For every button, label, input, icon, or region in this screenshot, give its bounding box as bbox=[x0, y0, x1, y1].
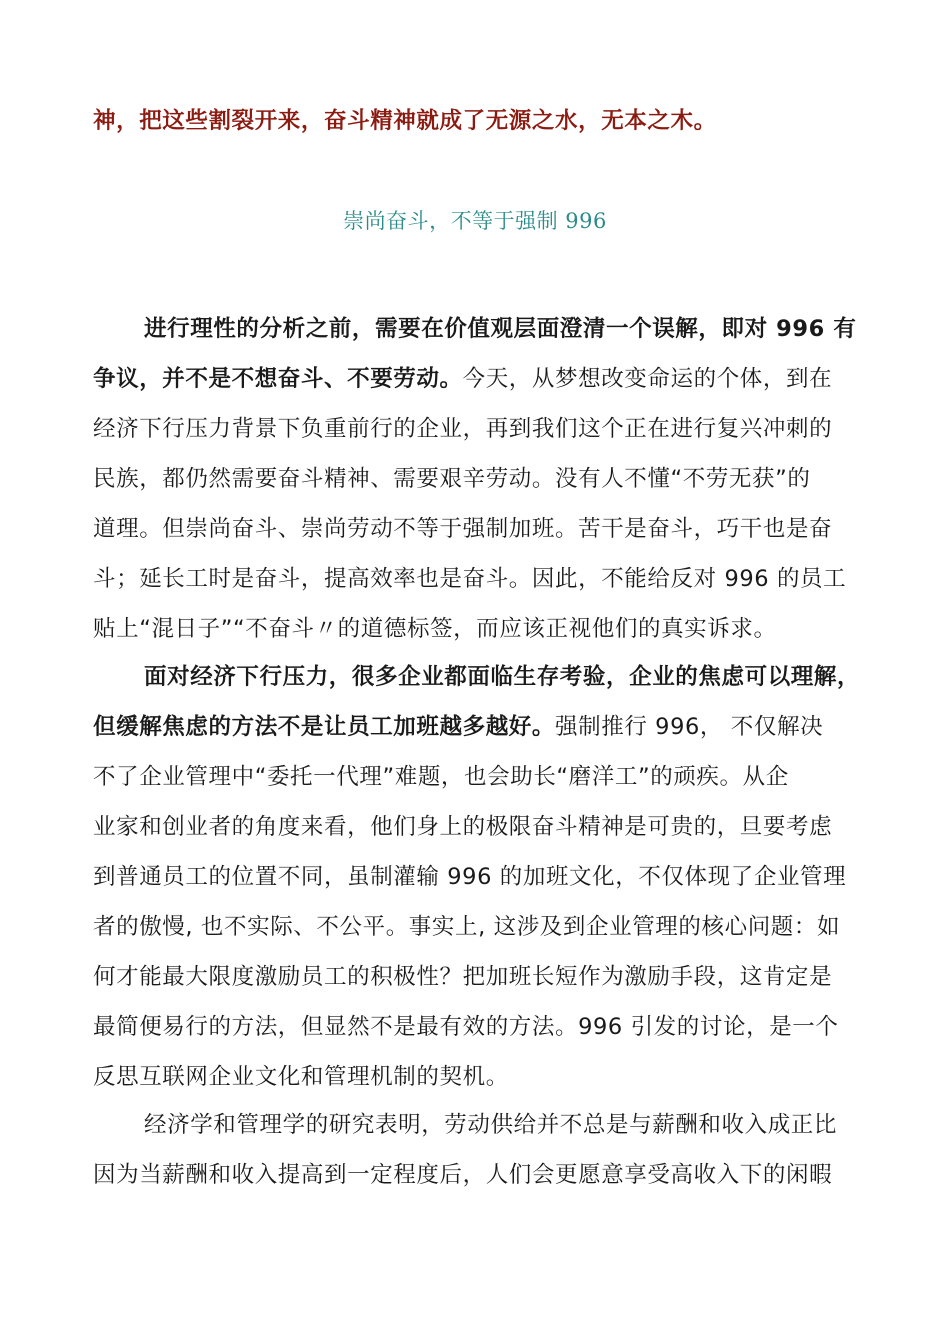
p2-line-2-bold: 但缓解焦虑的方法不是让员工加班越多越好。 bbox=[93, 714, 556, 740]
p2-line-3: 不了企业管理中“委托一代理”难题，也会助长“磨洋工”的顽疾。从企 bbox=[93, 764, 789, 790]
p3-line-2: 因为当薪酬和收入提高到一定程度后，人们会更愿意享受高收入下的闲暇 bbox=[93, 1162, 833, 1188]
p2-line-5: 到普通员工的位置不同，虽制灌输 996 的加班文化，不仅体现了企业管理 bbox=[93, 864, 847, 890]
intro-line: 神，把这些割裂开来，奋斗精神就成了无源之水，无本之木。 bbox=[93, 108, 717, 134]
p1-line-5: 道理。但崇尚奋斗、崇尚劳动不等于强制加班。苦干是奋斗，巧干也是奋 bbox=[93, 516, 833, 542]
p1-line-2-rest: 今天，从梦想改变命运的个体，到在 bbox=[462, 366, 833, 392]
section-heading: 崇尚奋斗，不等于强制 996 bbox=[343, 209, 607, 233]
p2-line-1: 面对经济下行压力，很多企业都面临生存考验，企业的焦虑可以理解， bbox=[144, 664, 861, 690]
p2-line-2-rest: 强制推行 996， 不仅解决 bbox=[555, 714, 824, 740]
p2-line-8: 最简便易行的方法，但显然不是最有效的方法。996 引发的讨论，是一个 bbox=[93, 1014, 839, 1040]
p1-line-4: 民族，都仍然需要奋斗精神、需要艰辛劳动。没有人不懂“不劳无获”的 bbox=[93, 466, 811, 492]
p1-line-7: 贴上“混日子”“不奋斗〃的道德标签，而应该正视他们的真实诉求。 bbox=[93, 616, 777, 642]
p2-line-7: 何才能最大限度激励员工的积极性？把加班长短作为激励手段，这肯定是 bbox=[93, 964, 833, 990]
p2-line-4: 业家和创业者的角度来看，他们身上的极限奋斗精神是可贵的，旦要考虑 bbox=[93, 814, 833, 840]
p2-line-6: 者的傲慢, 也不实际、不公平。事实上, 这涉及到企业管理的核心问题：如 bbox=[93, 914, 841, 940]
p1-line-3: 经济下行压力背景下负重前行的企业，再到我们这个正在进行复兴冲刺的 bbox=[93, 416, 833, 442]
p1-line-1: 进行理性的分析之前，需要在价值观层面澄清一个误解，即对 996 有 bbox=[144, 316, 857, 342]
p2-line-2 bbox=[93, 712, 823, 742]
p1-line-6: 斗；延长工时是奋斗，提高效率也是奋斗。因此，不能给反对 996 的员工 bbox=[93, 566, 847, 592]
p2-line-9: 反思互联网企业文化和管理机制的契机。 bbox=[93, 1064, 509, 1090]
p1-line-2 bbox=[93, 364, 832, 394]
p1-line-2-bold: 争议，并不是不想奋斗、不要劳动。 bbox=[93, 366, 463, 392]
p3-line-1: 经济学和管理学的研究表明，劳动供给并不总是与薪酬和收入成正比 bbox=[144, 1112, 838, 1138]
